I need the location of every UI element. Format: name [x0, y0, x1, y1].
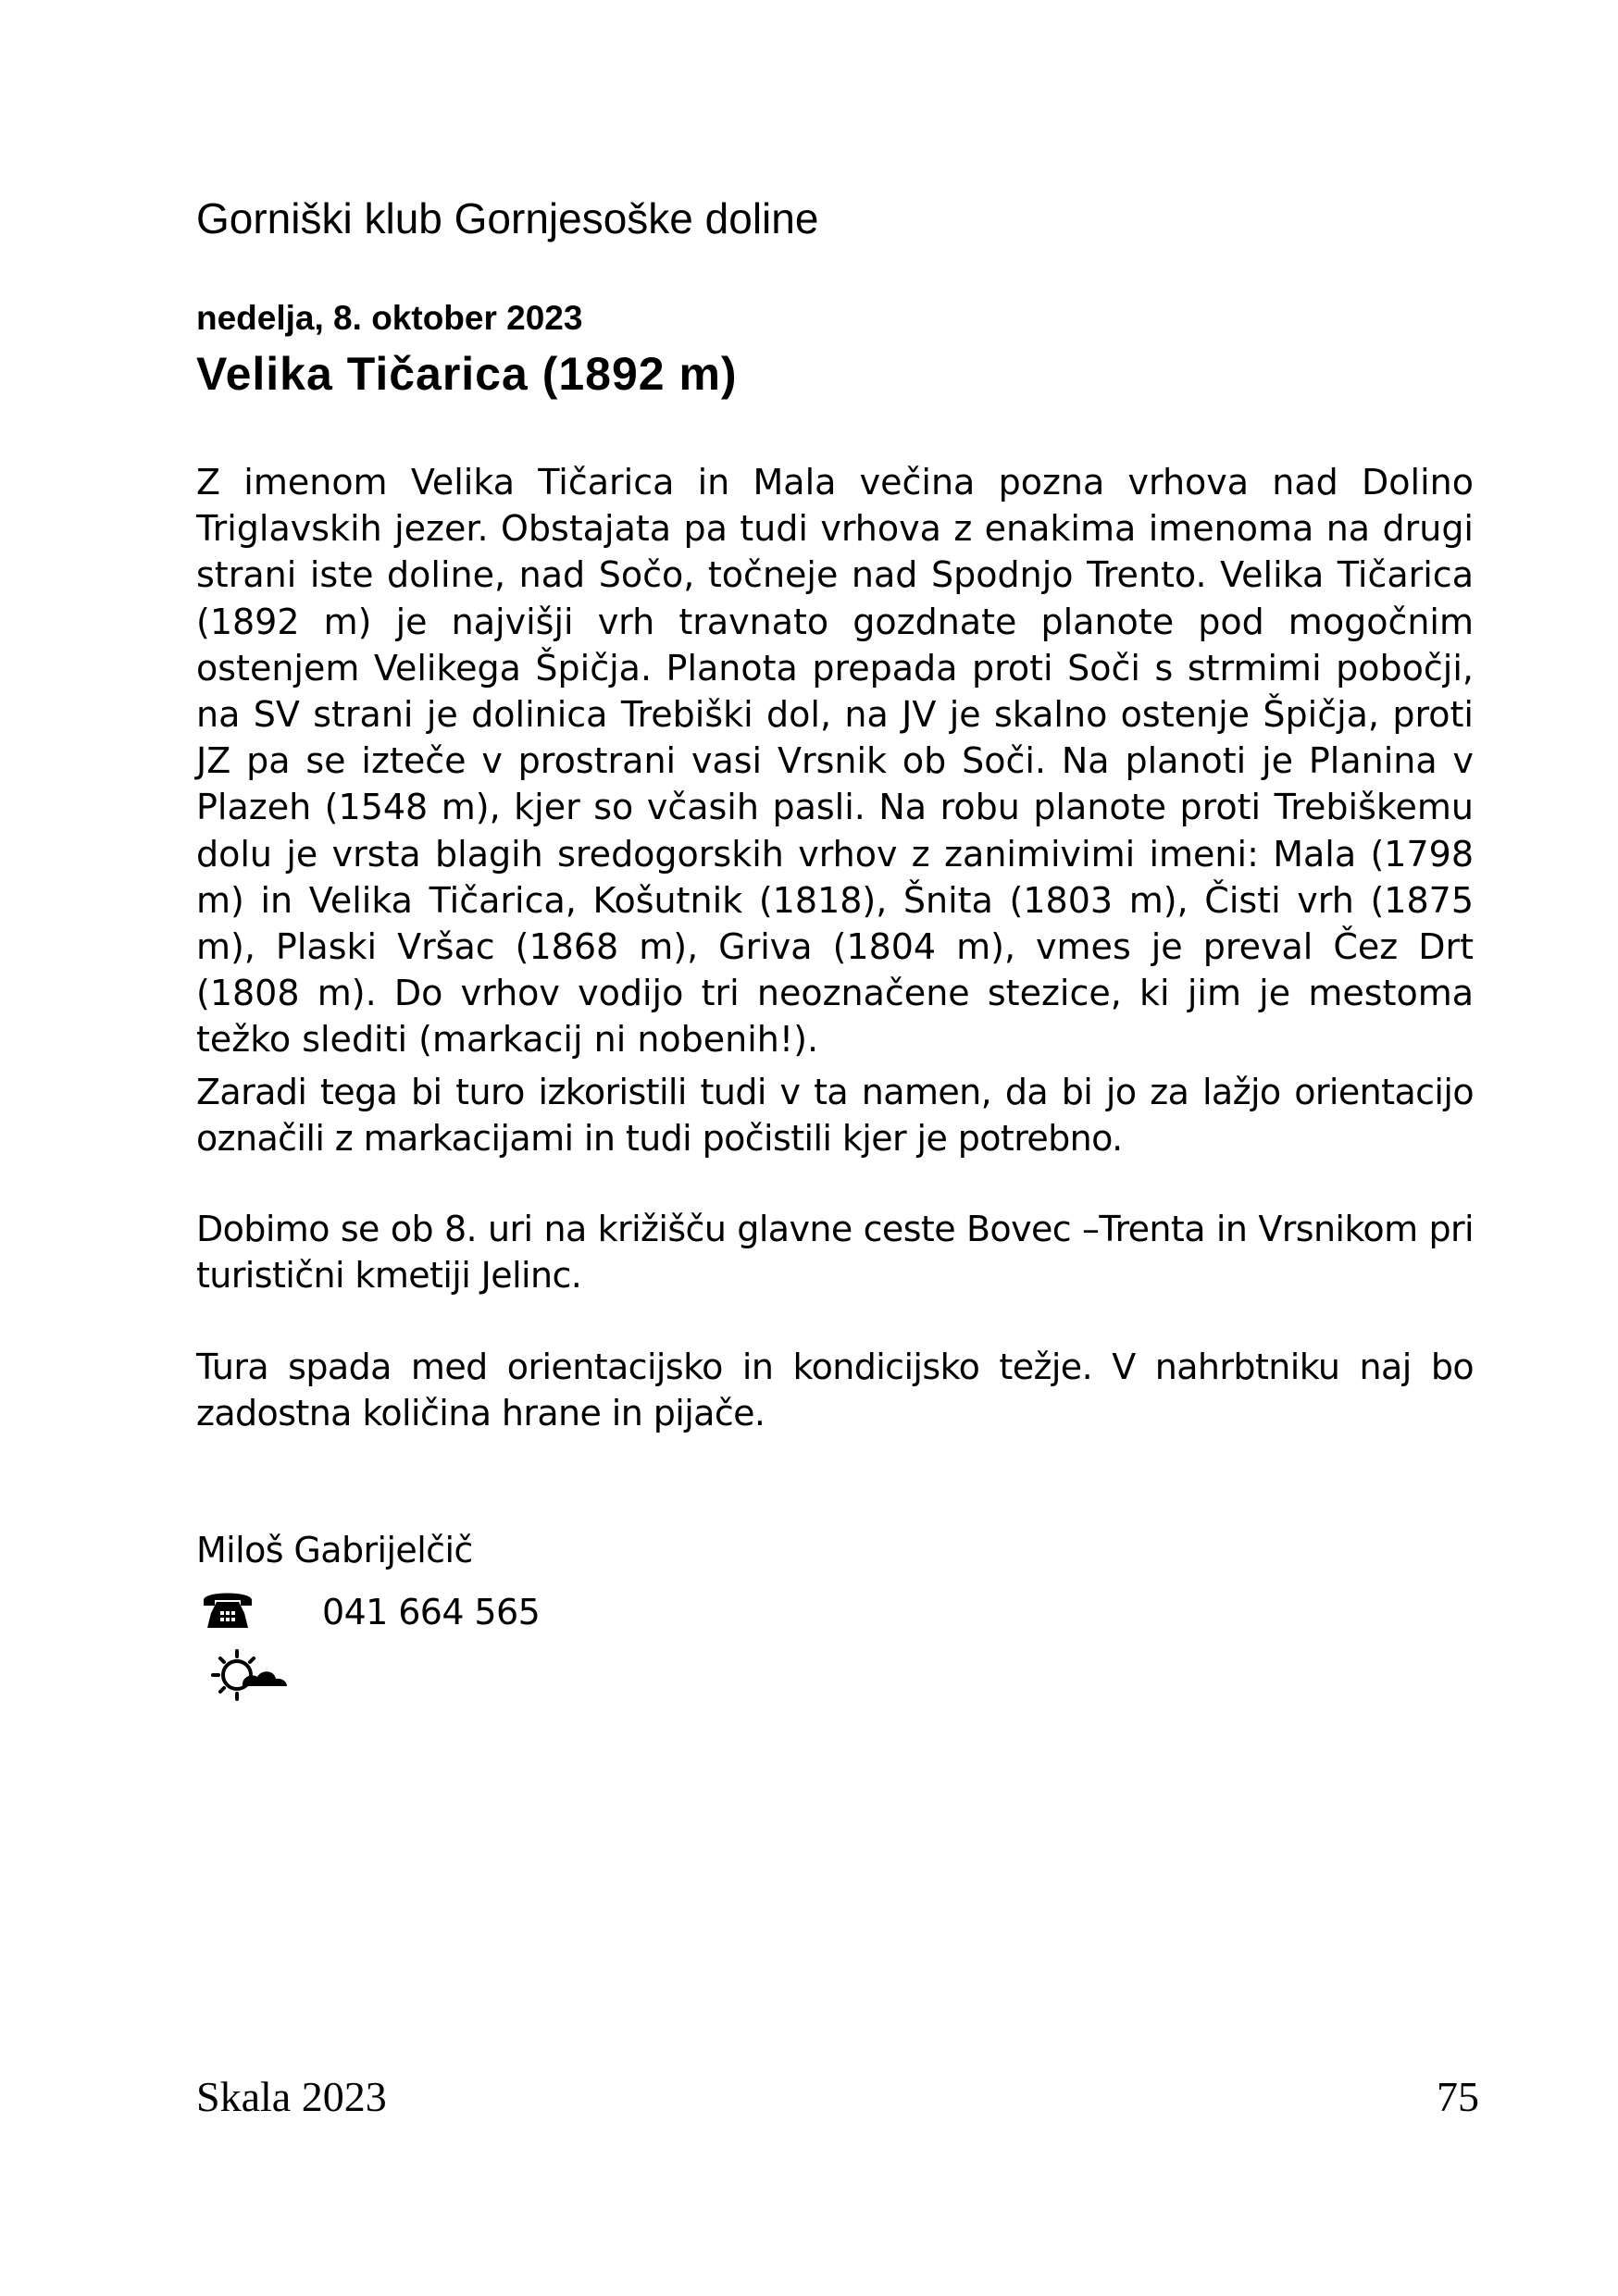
telephone-icon: [200, 1585, 255, 1632]
meeting-paragraph: Dobimo se ob 8. uri na križišču glavne ceste Bovec –Trenta in Vrsnikom pri turistični kmetiji Jelinc.: [196, 1209, 1474, 1297]
page-number: 75: [1437, 2073, 1479, 2120]
phone-contact: [196, 1585, 844, 1637]
club-name: Gorniški klub Gornjesoške doline: [196, 194, 819, 242]
sun-cloud-icon: [211, 1647, 289, 1703]
event-date: nedelja, 8. oktober 2023: [196, 299, 583, 337]
organizer-name: Miloš Gabrijelčič: [196, 1530, 473, 1570]
phone-number: 041 664 565: [322, 1592, 541, 1632]
difficulty-paragraph: Tura spada med orientacijsko in kondicijsko težje. V nahrbtniku naj bo zadostna količina hrane in pijače.: [196, 1347, 1474, 1434]
event-title: Velika Tičarica (1892 m): [196, 348, 738, 400]
publication-name: Skala 2023: [196, 2073, 387, 2120]
description-paragraph: Z imenom Velika Tičarica in Mala večina pozna vrhova nad Dolino Triglavskih jezer. Obstajata pa tudi vrhova z enakima imenoma na drugi strani iste doline, nad Sočo, točneje nad Spodnjo Trento. Velika Tičarica (1892 m) je najvišji vrh travnato gozdnate planote pod mogočnim ostenjem Velikega Špičja. Planota prepada proti Soči s strmimi pobočji, na SV strani je dolinica Trebiški dol, na JV je skalno ostenje Špičja, proti JZ pa se izteče v prostrani vasi Vrsnik ob Soči. Na planoti je Planina v Plazeh (1548 m), kjer so včasih pasli. Na robu planote proti Trebiškemu dolu je vrsta blagih sredogorskih vrhov z zanimivimi imeni: Mala (1798 m) in Velika Tičarica, Košutnik (1818), Šnita (1803 m), Čisti vrh (1875 m), Plaski Vršac (1868 m), Griva (1804 m), vmes je preval Čez Drt (1808 m). Do vrhov vodijo tri neoznačene stezice, ki jim je mestoma težko slediti (markacij ni nobenih!).: [196, 462, 1474, 1061]
purpose-paragraph: Zaradi tega bi turo izkoristili tudi v ta namen, da bi jo za lažjo orientacijo označili z markacijami in tudi počistili kjer je potrebno.: [196, 1072, 1474, 1160]
